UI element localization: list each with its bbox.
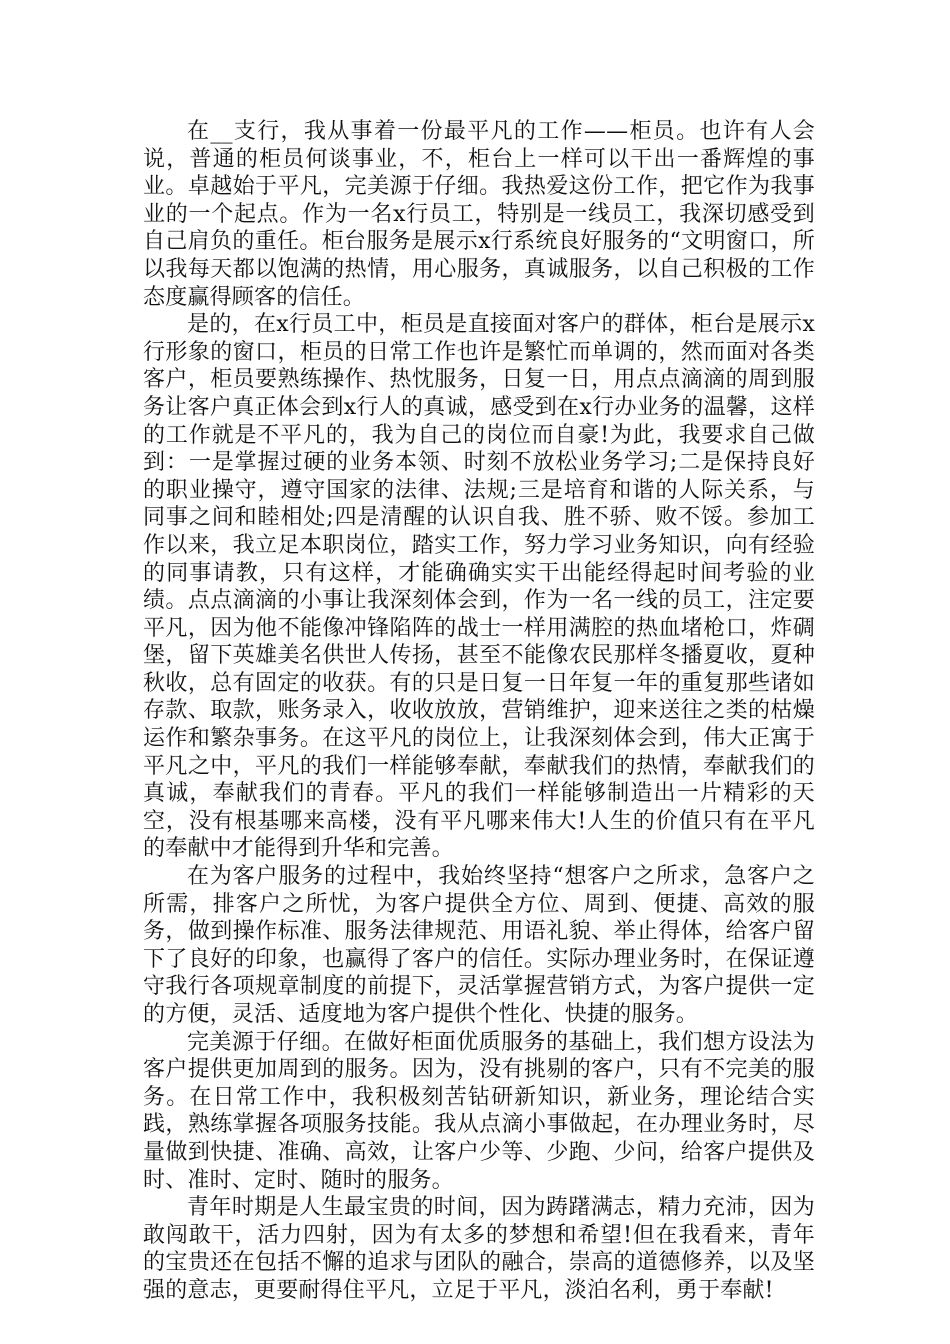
paragraph-2: 是的，在x行员工中，柜员是直接面对客户的群体，柜台是展示x行形象的窗口，柜员的日常工作也许是繁忙而单调的，然而面对各类客户，柜员要熟练操作、热忱服务，日复一日，用点点滴滴的周到服务让客户真正体会到x行人的真诚，感受到在x行办业务的温馨，这样的工作就是不平凡的，我为自己的岗位而自豪!为此，我要求自己做到：一是掌握过硬的业务本领、时刻不放松业务学习;二是保持良好的职业操守，遵守国家的法律、法规;三是培育和谐的人际关系，与同事之间和睦相处;四是清醒的认识自我、胜不骄、败不馁。参加工作以来，我立足本职岗位，踏实工作，努力学习业务知识，向有经验的同事请教，只有这样，才能确确实实干出能经得起时间考验的业绩。点点滴滴的小事让我深刻体会到，作为一名一线的员工，注定要平凡，因为他不能像冲锋陷阵的战士一样用满腔的热血堵枪口，炸碉堡，留下英雄美名供世人传扬，甚至不能像农民那样冬播夏收，夏种秋收，总有固定的收获。有的只是日复一日年复一年的重复那些诸如存款、取款，账务录入，收收放放，营销维护，迎来送往之类的枯燥运作和繁杂事务。在这平凡的岗位上，让我深刻体会到，伟大正寓于平凡之中，平凡的我们一样能够奉献，奉献我们的热情，奉献我们的真诚，奉献我们的青春。平凡的我们一样能够制造出一片精彩的天空，没有根基哪来高楼，没有平凡哪来伟大!人生的价值只有在平凡的奉献中才能得到升华和完善。 [143,312,815,862]
paragraph-4: 完美源于仔细。在做好柜面优质服务的基础上，我们想方设法为客户提供更加周到的服务。因为，没有挑剔的客户，只有不完美的服务。在日常工作中，我积极刻苦钻研新知识，新业务，理论结合实践，熟练掌握各项服务技能。我从点滴小事做起，在办理业务时，尽量做到快捷、准确、高效，让客户少等、少跑、少问，给客户提供及时、准时、定时、随时的服务。 [143,1029,815,1193]
paragraph-5: 青年时期是人生最宝贵的时间，因为踌躇满志，精力充沛，因为敢闯敢干，活力四射，因为有太多的梦想和希望!但在我看来，青年的宝贵还在包括不懈的追求与团队的融合，崇高的道德修养，以及坚强的意志，更要耐得住平凡，立足于平凡，淡泊名利，勇于奉献! [143,1195,815,1303]
document-body [143,118,815,1305]
paragraph-1: 在__支行，我从事着一份最平凡的工作——柜员。也许有人会说，普通的柜员何谈事业，不，柜台上一样可以干出一番辉煌的事业。卓越始于平凡，完美源于仔细。我热爱这份工作，把它作为我事业的一个起点。作为一名x行员工，特别是一线员工，我深切感受到自己肩负的重任。柜台服务是展示x行系统良好服务的“文明窗口，所以我每天都以饱满的热情，用心服务，真诚服务，以自己积极的工作态度赢得顾客的信任。 [143,119,815,310]
paragraph-3: 在为客户服务的过程中，我始终坚持“想客户之所求，急客户之所需，排客户之所忧，为客户提供全方位、周到、便捷、高效的服务，做到操作标准、服务法律规范、用语礼貌、举止得体，给客户留下了良好的印象，也赢得了客户的信任。实际办理业务时，在保证遵守我行各项规章制度的前提下，灵活掌握营销方式，为客户提供一定的方便，灵活、适度地为客户提供个性化、快捷的服务。 [143,864,815,1027]
